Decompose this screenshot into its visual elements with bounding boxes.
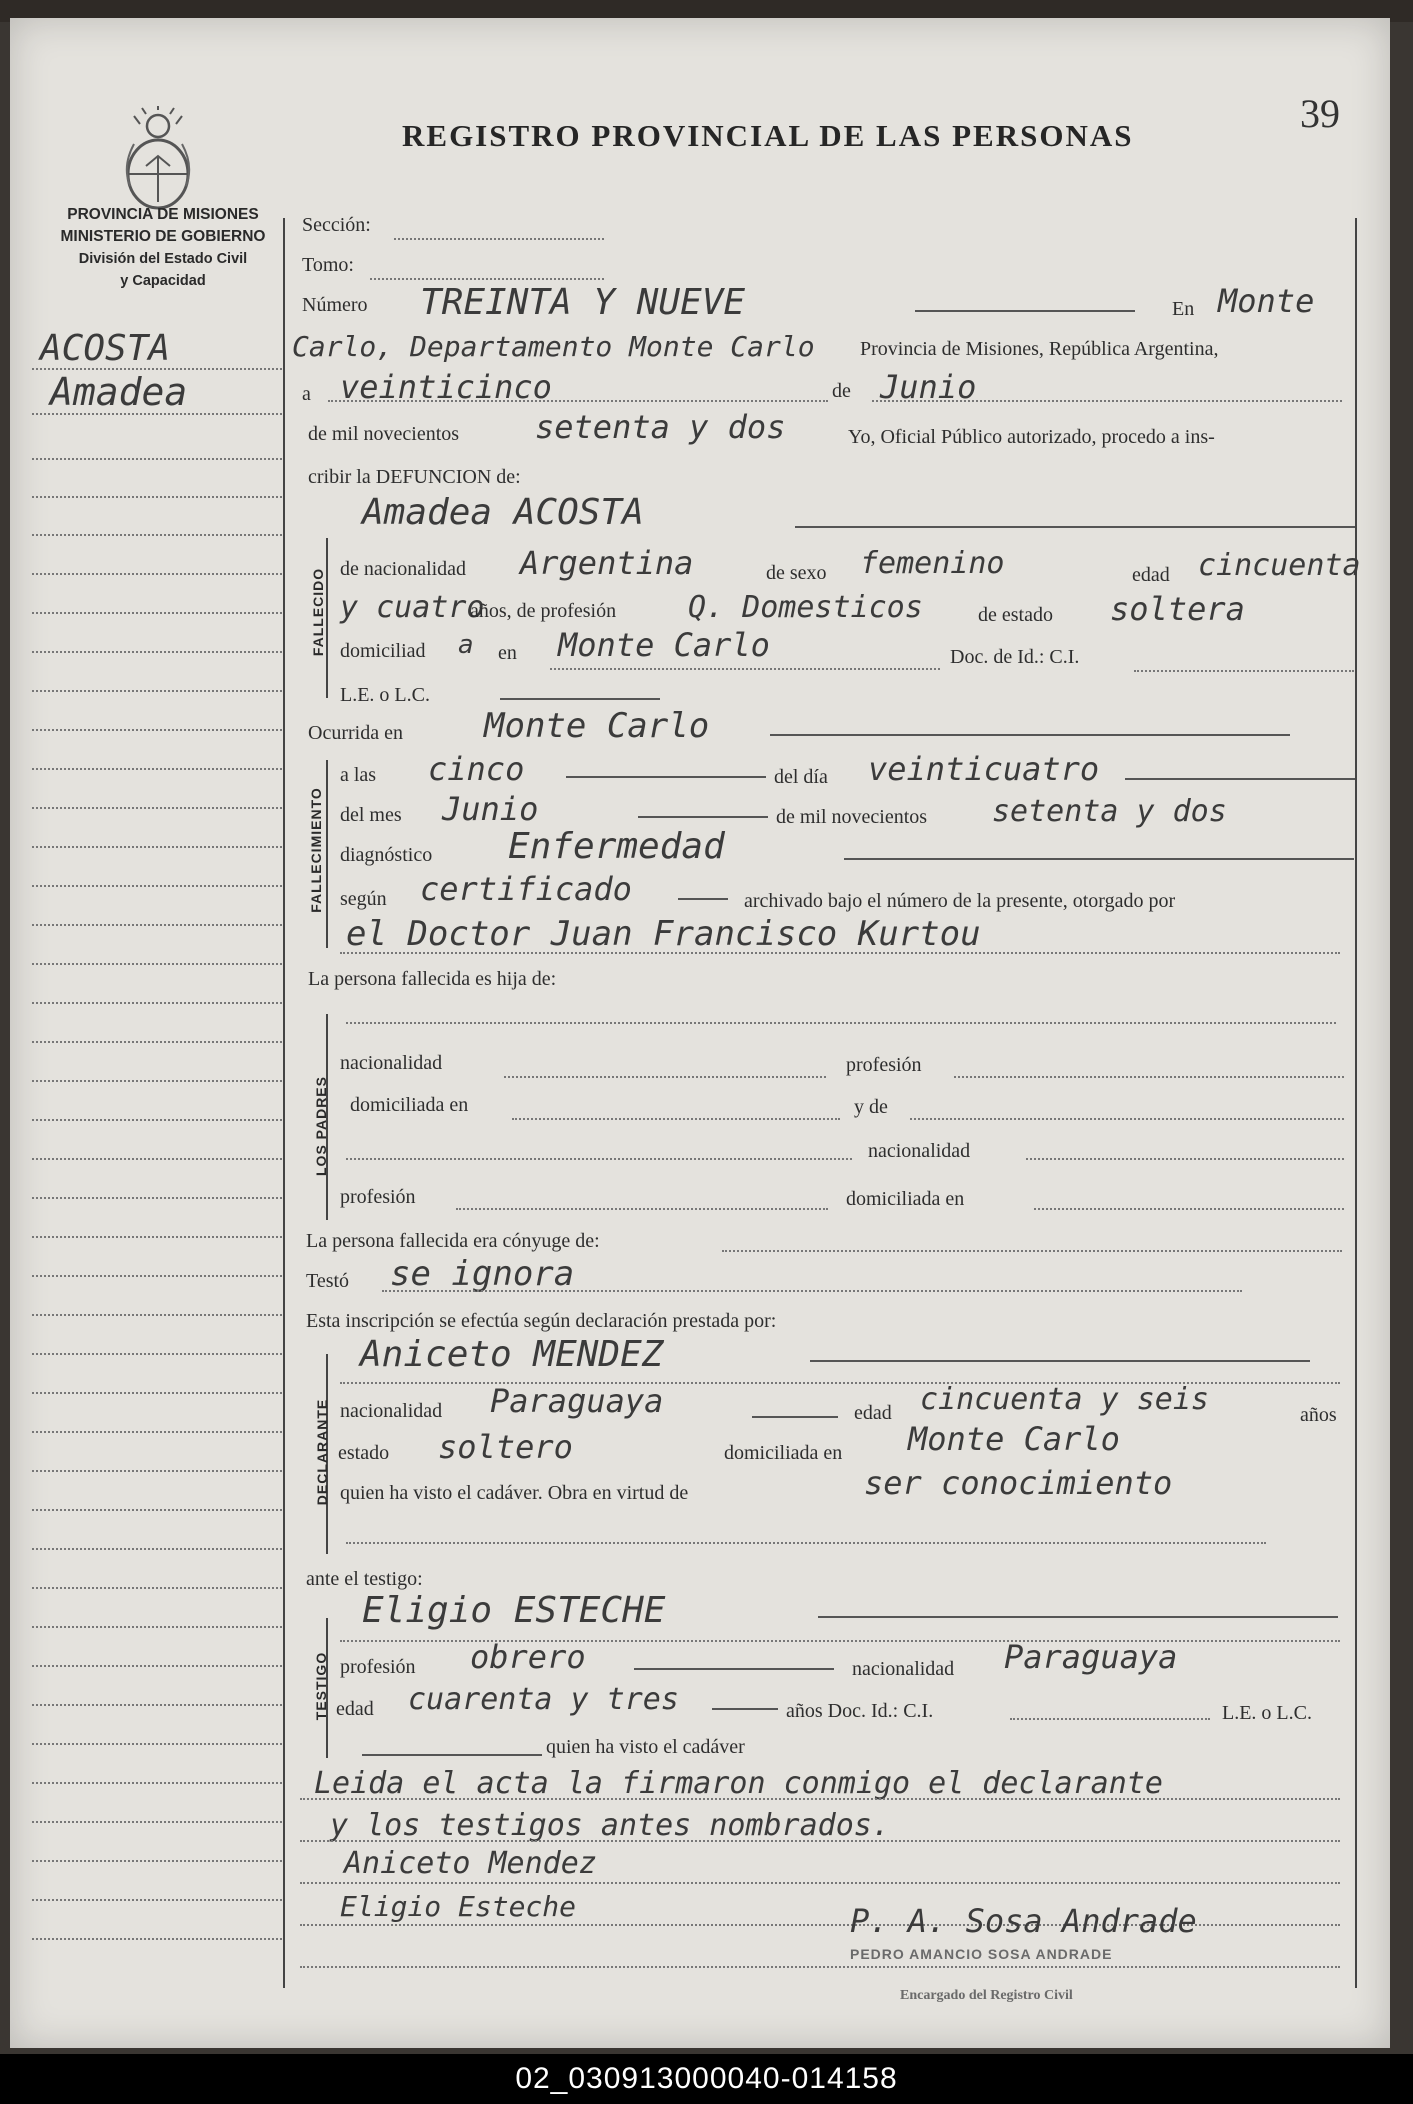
entry-profesion: Q. Domesticos (688, 590, 923, 625)
entry-estado: soltera (1110, 590, 1245, 628)
segun-line (678, 898, 728, 900)
entry-segun: certificado (420, 870, 632, 908)
entry-nacionalidad: Argentina (520, 544, 694, 582)
page-title: REGISTRO PROVINCIAL DE LAS PERSONAS (402, 118, 1134, 153)
ocurrida-line (770, 734, 1290, 736)
label-quien-visto: quien ha visto el cadáver (546, 1736, 745, 1758)
label-cribir: cribir la DEFUNCION de: (308, 466, 521, 488)
label-nacionalidad: de nacionalidad (340, 558, 467, 580)
label-de-mil-nov: de mil novecientos (776, 806, 928, 828)
label-quien-cadaver: quien ha visto el cadáver. Obra en virtud de (340, 1482, 689, 1504)
label-yo-oficial: Yo, Oficial Público autorizado, procedo a ins- (848, 426, 1215, 448)
label-diagnostico: diagnóstico (340, 844, 433, 866)
entry-numero: TREINTA Y NUEVE (420, 282, 746, 323)
doc-line (1134, 670, 1354, 672)
signature-oficial: P. A. Sosa Andrade (850, 1902, 1197, 1940)
test-doc-line (1010, 1718, 1210, 1720)
padre-dom-line (512, 1118, 840, 1120)
virtud-line (346, 1542, 1266, 1544)
fallecido-bracket (326, 538, 328, 698)
conyuge-line (722, 1250, 1342, 1252)
stamp-title: Encargado del Registro Civil (900, 1988, 1073, 2003)
label-anos-doc: años Doc. Id.: C.I. (786, 1700, 934, 1722)
tomo-line (370, 278, 604, 280)
label-test-profesion: profesión (340, 1656, 416, 1678)
entry-dia-fallec: veinticuatro (868, 750, 1100, 788)
madre-prof-line (456, 1208, 828, 1210)
header-province: PROVINCIA DE MISIONES (67, 206, 259, 223)
entry-mes: Junio (880, 368, 977, 406)
decl-nac-line (752, 1416, 838, 1418)
image-caption: 02_030913000040-014158 (0, 2054, 1413, 2104)
nombre-line (795, 526, 1355, 528)
entry-lugar-cont: Carlo, Departamento Monte Carlo (292, 330, 815, 363)
label-ocurrida: Ocurrida en (308, 722, 403, 744)
label-edad: edad (1132, 564, 1170, 586)
header-ministry: MINISTERIO DE GOBIERNO (60, 228, 266, 245)
hora-line (566, 776, 766, 778)
entry-decl-domicilio: Monte Carlo (908, 1420, 1120, 1458)
label-padre-domicilio: domiciliada en (350, 1094, 469, 1116)
stamp-name: PEDRO AMANCIO SOSA ANDRADE (850, 1946, 1113, 1962)
side-label-fallecimiento: FALLECIMIENTO (308, 787, 324, 913)
entry-edad: cincuenta (1198, 548, 1361, 583)
label-hija-de: La persona fallecida es hija de: (308, 968, 557, 990)
label-le-o-lc: L.E. o L.C. (1222, 1702, 1312, 1724)
mes-line (872, 400, 1342, 402)
signature-declarante: Aniceto Mendez (344, 1846, 597, 1881)
entry-dia: veinticinco (340, 368, 552, 406)
side-label-padres: LOS PADRES (313, 1076, 329, 1176)
madre-line2 (346, 1158, 852, 1160)
entry-decl-virtud: ser conocimiento (864, 1464, 1173, 1502)
numero-dash (915, 310, 1135, 312)
declarante-line (810, 1360, 1310, 1362)
entry-mes-fallec: Junio (442, 790, 539, 828)
page-number: 39 (1300, 91, 1340, 136)
label-madre-domicilio: domiciliada en (846, 1188, 965, 1210)
label-en-domicilio: en (498, 642, 517, 664)
label-padre-nacionalidad: nacionalidad (340, 1052, 443, 1074)
entry-test-profesion: obrero (470, 1638, 586, 1676)
entry-sexo: femenino (860, 546, 1005, 581)
label-ante-testigo: ante el testigo: (306, 1568, 423, 1590)
register-page (10, 18, 1390, 2048)
madre-dom-line (1034, 1208, 1344, 1210)
side-label-fallecido: FALLECIDO (310, 567, 326, 657)
label-decl-domicilio: domiciliada en (724, 1442, 843, 1464)
label-conyuge: La persona fallecida era cónyuge de: (306, 1230, 600, 1252)
closing-note-line1: Leida el acta la firmaron conmigo el declarante (314, 1766, 1163, 1801)
madre-nac-line (1026, 1158, 1344, 1160)
label-decl-estado: estado (338, 1442, 390, 1464)
margin-given-name: Amadea (50, 370, 188, 414)
padre-nac-line (504, 1076, 826, 1078)
label-provincia: Provincia de Misiones, República Argentina, (860, 338, 1219, 360)
label-del-mes: del mes (340, 804, 402, 826)
label-padre-profesion: profesión (846, 1054, 922, 1076)
closing-note-line2: y los testigos antes nombrados. (330, 1808, 890, 1843)
side-label-declarante: DECLARANTE (314, 1398, 330, 1506)
label-y-de: y de (854, 1096, 888, 1118)
quien-line (362, 1754, 542, 1756)
label-madre-nacionalidad: nacionalidad (868, 1140, 971, 1162)
entry-ocurrida: Monte Carlo (484, 706, 710, 746)
testigo-line (818, 1616, 1338, 1618)
label-madre-profesion: profesión (340, 1186, 416, 1208)
label-de-mil: de mil novecientos (308, 423, 460, 445)
entry-edad-cont: y cuatro (340, 590, 485, 625)
label-tomo: Tomo: (302, 254, 354, 276)
entry-test-nacionalidad: Paraguaya (1004, 1638, 1178, 1676)
label-seccion: Sección: (302, 214, 371, 236)
entry-testo: se ignora (390, 1254, 575, 1294)
label-sexo: de sexo (766, 562, 827, 584)
note-line3 (300, 1882, 1340, 1884)
entry-domicilio: Monte Carlo (558, 626, 770, 664)
header-capacity: y Capacidad (120, 273, 206, 289)
left-frame-line (283, 218, 285, 1988)
test-edad-line (712, 1708, 778, 1710)
madre-line (910, 1118, 1344, 1120)
entry-hora: cinco (428, 750, 525, 788)
testo-line (382, 1290, 1242, 1292)
note-line1 (300, 1798, 1340, 1800)
signature-testigo: Eligio Esteche (340, 1890, 577, 1923)
entry-anio: setenta y dos (535, 408, 786, 446)
entry-anio-fallec: setenta y dos (992, 794, 1227, 829)
label-doc-id: Doc. de Id.: C.I. (950, 646, 1080, 668)
label-inscripcion: Esta inscripción se efectúa según declaración prestada por: (306, 1310, 777, 1332)
padre-prof-line (954, 1076, 1344, 1078)
label-decl-edad: edad (854, 1402, 892, 1424)
entry-nombre: Amadea ACOSTA (362, 492, 644, 533)
label-test-edad: edad (336, 1698, 374, 1720)
label-anos-profesion: años, de profesión (470, 600, 617, 622)
side-label-testigo: TESTIGO (313, 1651, 329, 1721)
entry-decl-nacionalidad: Paraguaya (490, 1382, 664, 1420)
note-line5 (300, 1966, 1340, 1968)
entry-decl-edad: cincuenta y seis (920, 1382, 1209, 1417)
domicilio-line (550, 668, 940, 670)
entry-lugar: Monte (1218, 282, 1315, 320)
label-de: de (832, 380, 851, 402)
label-le-lc: L.E. o L.C. (340, 684, 430, 706)
coat-of-arms-icon (120, 106, 196, 216)
label-segun: según (340, 888, 387, 910)
test-prof-line (634, 1668, 834, 1670)
entry-diagnostico: Enfermedad (508, 826, 725, 867)
issuer-header (38, 204, 288, 292)
entry-medico: el Doctor Juan Francisco Kurtou (346, 914, 981, 954)
label-a: a (302, 383, 311, 405)
label-del-dia: del día (774, 766, 828, 788)
entry-testigo: Eligio ESTECHE (362, 1590, 666, 1631)
entry-test-edad: cuarenta y tres (408, 1682, 679, 1717)
label-estado: de estado (978, 604, 1053, 626)
mes-fallec-line (638, 816, 768, 818)
entry-domic-suffix: a (458, 630, 474, 660)
entry-decl-estado: soltero (438, 1428, 573, 1466)
le-line (500, 698, 660, 700)
label-numero: Número (302, 294, 368, 316)
label-en: En (1172, 298, 1195, 320)
label-testo: Testó (306, 1270, 350, 1292)
label-a-las: a las (340, 764, 377, 786)
medico-line (340, 952, 1340, 954)
dia-fallec-line (1125, 778, 1355, 780)
seccion-line (394, 238, 604, 240)
label-domiciliad: domiciliad (340, 640, 426, 662)
label-decl-anos: años (1300, 1404, 1337, 1426)
fallecimiento-bracket (326, 760, 328, 948)
label-archivado: archivado bajo el número de la presente, otorgado por (744, 890, 1176, 912)
right-frame-line (1355, 218, 1357, 1988)
label-test-nacionalidad: nacionalidad (852, 1658, 955, 1680)
label-decl-nacionalidad: nacionalidad (340, 1400, 443, 1422)
note-line2 (300, 1840, 1340, 1842)
diagnostico-line (844, 858, 1354, 860)
margin-surname: ACOSTA (40, 328, 171, 369)
entry-declarante: Aniceto MENDEZ (360, 1334, 664, 1375)
header-division: División del Estado Civil (78, 251, 248, 267)
padre-line (346, 1022, 1336, 1024)
dia-line (328, 400, 828, 402)
